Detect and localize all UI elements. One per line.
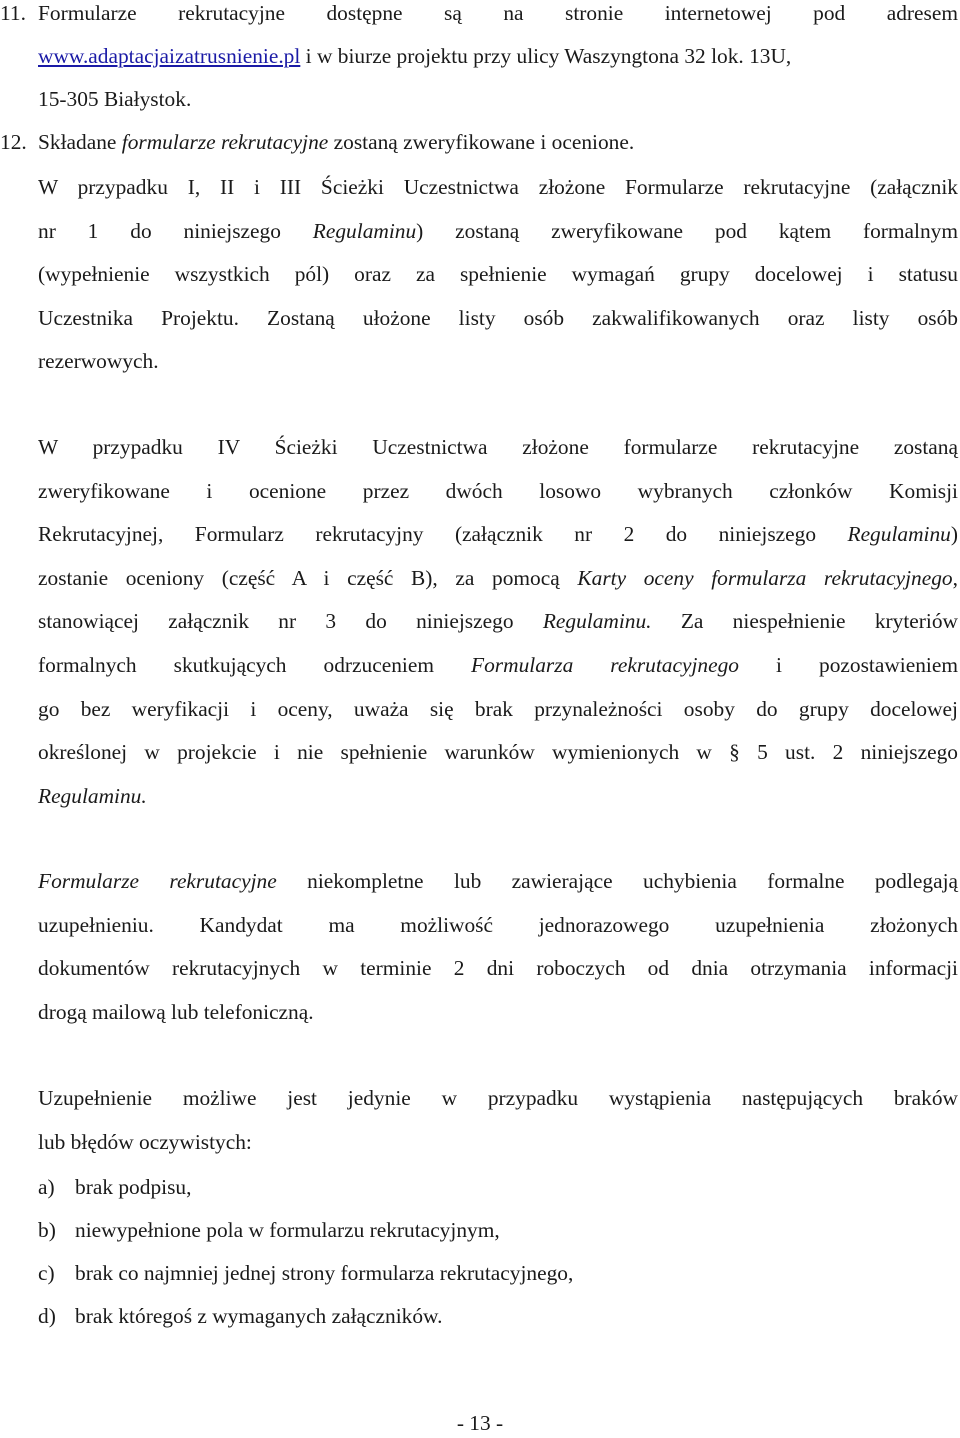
paragraph-3 — [38, 860, 958, 1034]
text-line: rezerwowych. — [38, 349, 159, 374]
website-link[interactable]: www.adaptacjaizatrusnienie.pl — [38, 44, 301, 68]
text-line: W przypadku I, II i III Ścieżki Uczestnictwa złożone Formularze rekrutacyjne (załącznik — [38, 175, 958, 199]
text-line: go bez weryfikacji i oceny, uważa się brak przynależności osoby do grupy docelowej — [38, 696, 958, 721]
text-line: W przypadku IV Ścieżki Uczestnictwa złożone formularze rekrutacyjne zostaną — [38, 435, 958, 459]
item11-line2: www.adaptacjaizatrusnienie.pl i w biurze projektu przy ulicy Waszyngtona 32 lok. 13U, — [38, 44, 792, 68]
item11-line1: Formularze rekrutacyjne dostępne są na stronie internetowej pod adresem — [38, 1, 958, 25]
text-line: lub błędów oczywistych: — [38, 1129, 252, 1154]
list-item-11 — [0, 0, 958, 111]
item11-line3: 15-305 Białystok. — [38, 87, 192, 111]
text-line: (wypełnienie wszystkich pól) oraz za spełnienie wymagań grupy docelowej i statusu — [38, 262, 958, 287]
text-line: Regulaminu. — [38, 783, 147, 808]
text-line: drogą mailową lub telefoniczną. — [38, 999, 314, 1024]
text-line: Rekrutacyjnej, Formularz rekrutacyjny (załącznik nr 2 do niniejszego Regulaminu) — [38, 522, 958, 547]
paragraph-1 — [38, 166, 958, 384]
text-line: Uzupełnienie możliwe jest jedynie w przypadku wystąpienia następujących braków — [38, 1086, 958, 1110]
text-line: uzupełnieniu. Kandydat ma możliwość jednorazowego uzupełnienia złożonych — [38, 912, 958, 937]
text-line: Uczestnika Projektu. Zostaną ułożone listy osób zakwalifikowanych oraz listy osób — [38, 305, 958, 330]
item-number: 11. — [0, 1, 26, 25]
text-line: zostanie oceniony (część A i część B), za pomocą Karty oceny formularza rekrutacyjnego, — [38, 565, 958, 590]
list-item-a: a) brak podpisu, — [38, 1175, 192, 1199]
page-number: - 13 - — [456, 1411, 504, 1435]
text-line: nr 1 do niniejszego Regulaminu) zostaną zweryfikowane pod kątem formalnym — [38, 218, 959, 243]
text-line: dokumentów rekrutacyjnych w terminie 2 dni roboczych od dnia otrzymania informacji — [38, 956, 958, 981]
text-line: stanowiącej załącznik nr 3 do niniejszego Regulaminu. Za niespełnienie kryteriów — [38, 609, 958, 634]
item-number: 12. — [0, 130, 27, 154]
text-line: określonej w projekcie i nie spełnienie warunków wymienionych w § 5 ust. 2 niniejszego — [38, 740, 958, 765]
paragraph-4 — [38, 1077, 958, 1164]
list-item-b: b) niewypełnione pola w formularzu rekrutacyjnym, — [38, 1218, 500, 1242]
list-item-12: 12. Składane formularze rekrutacyjne zostaną zweryfikowane i ocenione. — [0, 121, 958, 164]
list-item-d: d) brak któregoś z wymaganych załączników. — [38, 1304, 443, 1328]
text-line: Formularze rekrutacyjne niekompletne lub zawierające uchybienia formalne podlegają — [38, 869, 959, 893]
list-item-c: c) brak co najmniej jednej strony formularza rekrutacyjnego, — [38, 1261, 574, 1285]
text-line: formalnych skutkujących odrzuceniem Formularza rekrutacyjnego i pozostawieniem — [38, 652, 959, 677]
italic-term: formularze rekrutacyjne — [121, 130, 329, 154]
paragraph-2 — [38, 426, 958, 818]
text-line: zweryfikowane i ocenione przez dwóch losowo wybranych członków Komisji — [38, 478, 958, 503]
